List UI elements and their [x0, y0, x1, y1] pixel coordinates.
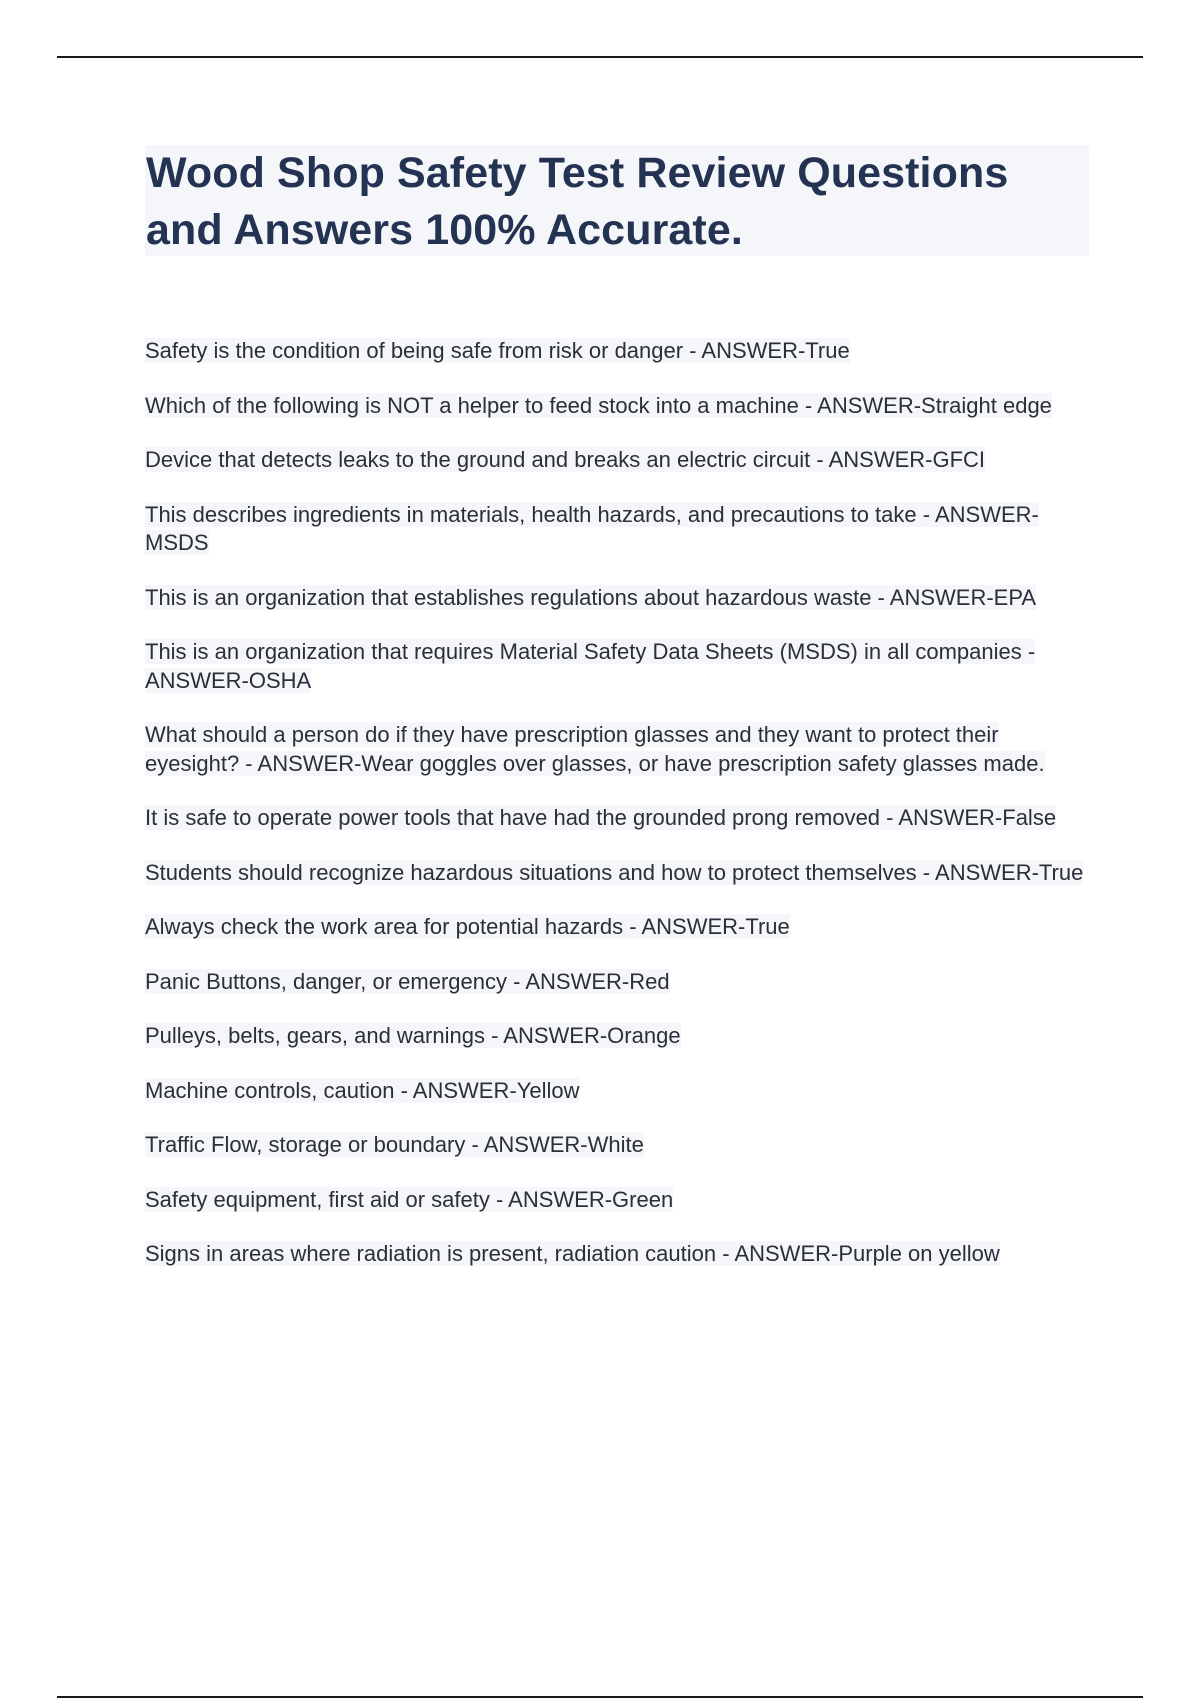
- qa-text: Students should recognize hazardous situations and how to protect themselves - ANSWER-True: [145, 859, 1084, 885]
- qa-item: [145, 584, 1095, 613]
- qa-list: [145, 337, 1095, 1295]
- qa-text: This describes ingredients in materials, health hazards, and precautions to take - ANSWER-MSDS: [145, 501, 1039, 555]
- qa-text: Traffic Flow, storage or boundary - ANSWER-White: [145, 1132, 644, 1157]
- qa-item: [145, 859, 1095, 888]
- qa-item: [145, 1077, 1095, 1106]
- qa-item: [145, 1022, 1095, 1051]
- qa-text: This is an organization that establishes regulations about hazardous waste - ANSWER-EPA: [145, 584, 1037, 610]
- qa-item: [145, 968, 1095, 997]
- qa-text: Panic Buttons, danger, or emergency - ANSWER-Red: [145, 968, 670, 994]
- document-title: Wood Shop Safety Test Review Questions and Answers 100% Accurate.: [146, 149, 1009, 254]
- qa-text: Always check the work area for potential hazards - ANSWER-True: [145, 914, 790, 939]
- qa-text: It is safe to operate power tools that have had the grounded prong removed - ANSWER-False: [145, 805, 1057, 830]
- bottom-rule: [57, 1696, 1143, 1698]
- title-block: [145, 145, 1089, 256]
- qa-text: Device that detects leaks to the ground and breaks an electric circuit - ANSWER-GFCI: [145, 447, 986, 472]
- qa-text: This is an organization that requires Material Safety Data Sheets (MSDS) in all companies - ANSWER-OSHA: [145, 639, 1036, 693]
- qa-item: [145, 446, 1095, 475]
- qa-item: [145, 1131, 1095, 1160]
- top-rule: [57, 56, 1143, 58]
- qa-text: Pulleys, belts, gears, and warnings - ANSWER-Orange: [145, 1023, 681, 1048]
- qa-text: Which of the following is NOT a helper to feed stock into a machine - ANSWER-Straight edge: [145, 392, 1052, 418]
- qa-item: [145, 1186, 1095, 1215]
- qa-item: [145, 392, 1095, 421]
- qa-item: [145, 804, 1095, 833]
- qa-text: Signs in areas where radiation is present, radiation caution - ANSWER-Purple on yellow: [145, 1241, 1000, 1266]
- qa-item: [145, 1240, 1095, 1269]
- qa-item: [145, 913, 1095, 942]
- qa-text: What should a person do if they have prescription glasses and they want to protect their eyesight? - ANSWER-Wear goggles over glasses, or have prescription safety glasses made.: [145, 722, 1045, 776]
- qa-text: Safety equipment, first aid or safety - ANSWER-Green: [145, 1186, 674, 1212]
- qa-item: [145, 638, 1095, 695]
- qa-item: [145, 337, 1095, 366]
- qa-text: Safety is the condition of being safe from risk or danger - ANSWER-True: [145, 338, 850, 363]
- qa-item: [145, 721, 1095, 778]
- qa-item: [145, 501, 1095, 558]
- qa-text: Machine controls, caution - ANSWER-Yellow: [145, 1077, 580, 1103]
